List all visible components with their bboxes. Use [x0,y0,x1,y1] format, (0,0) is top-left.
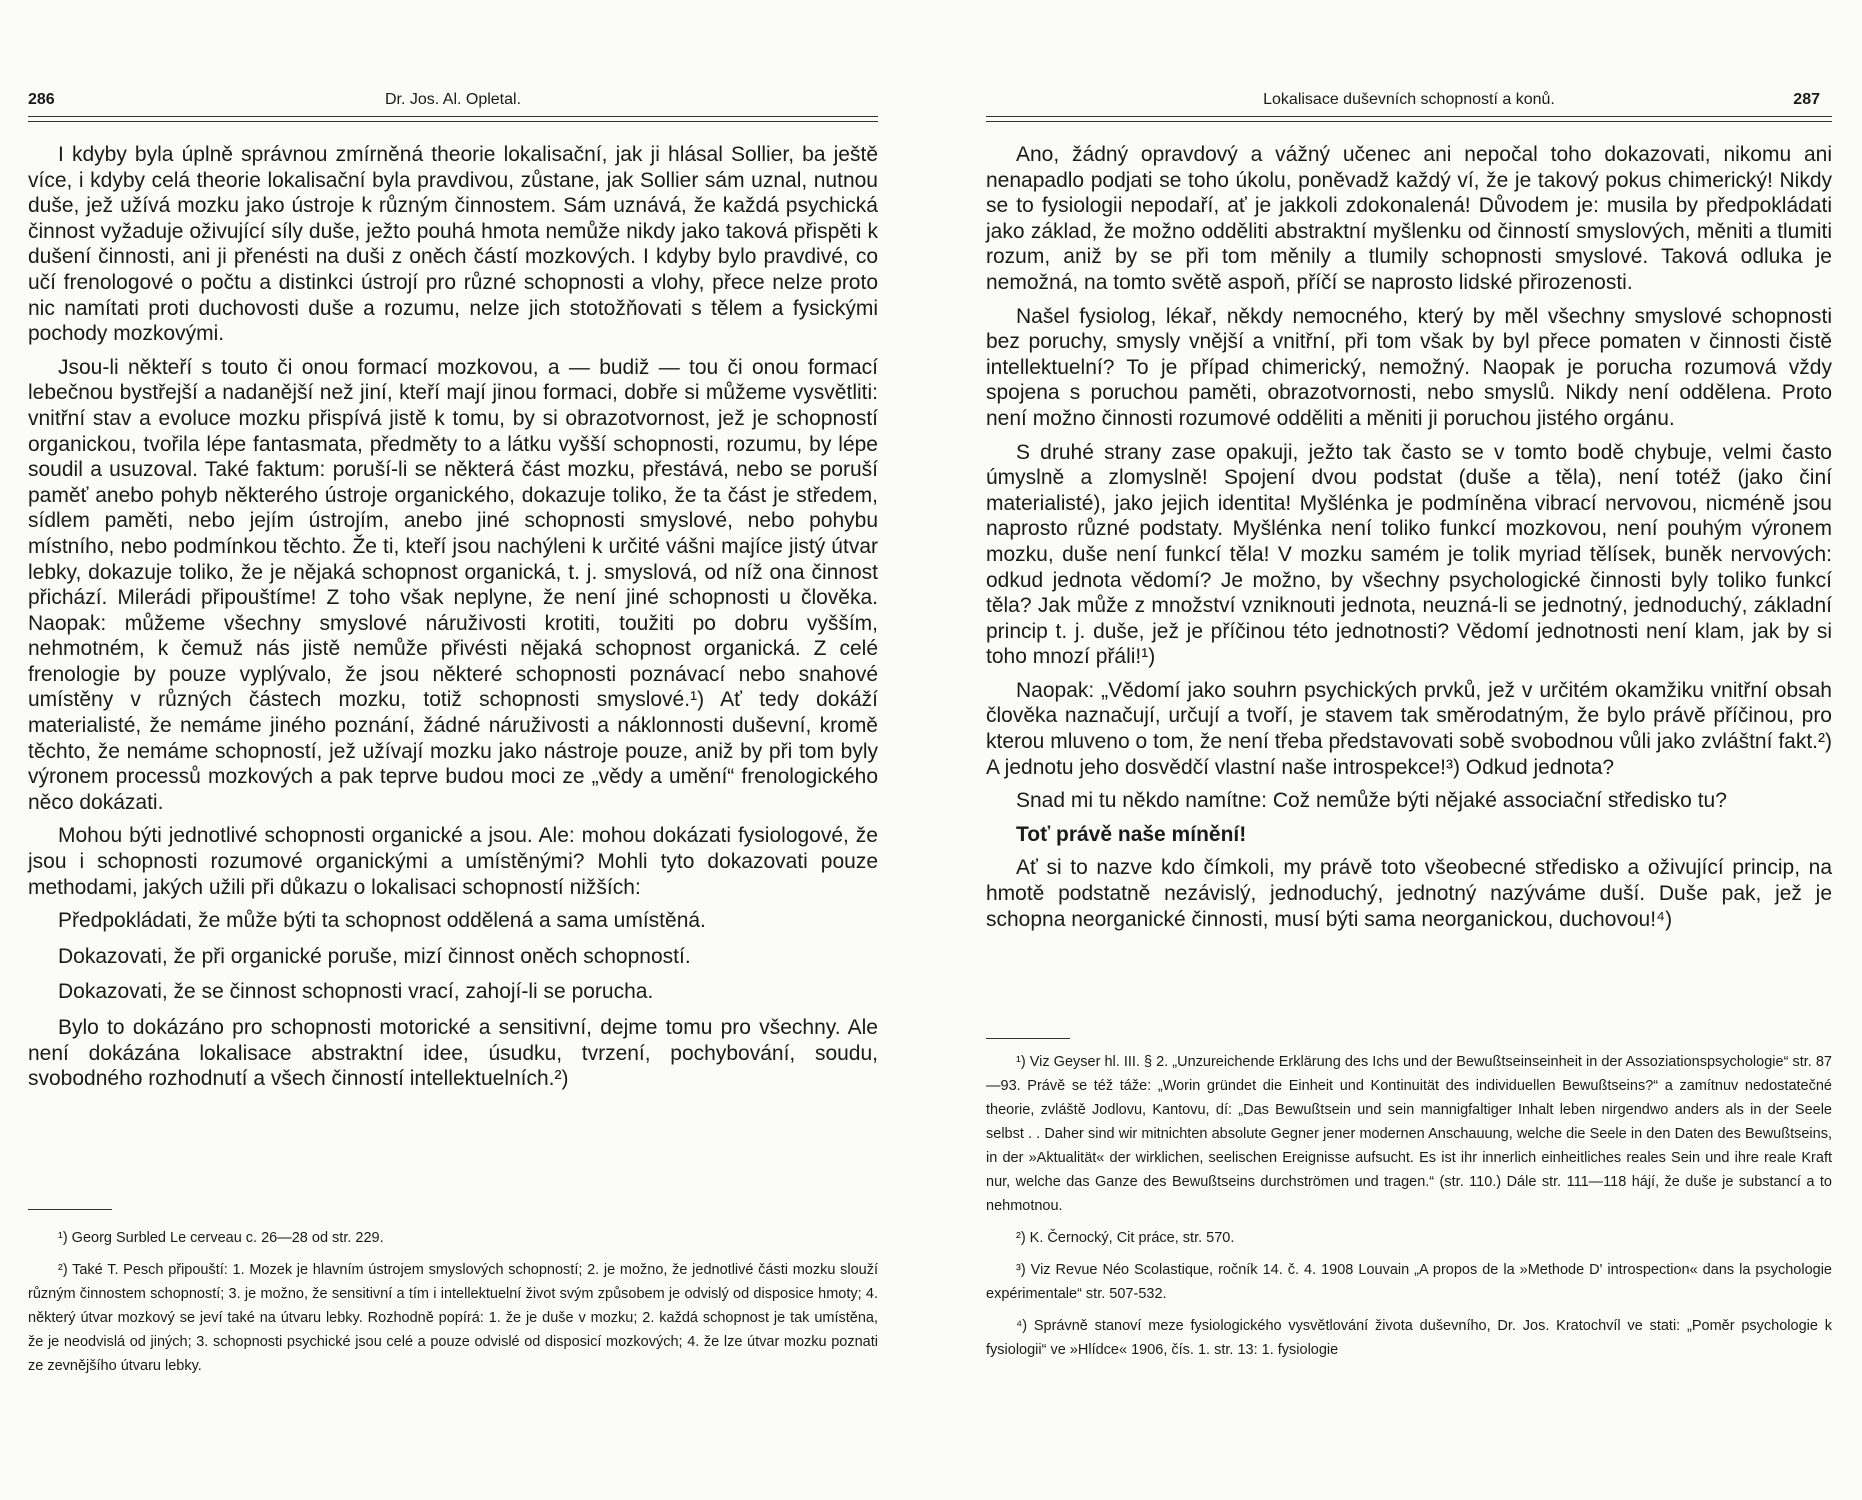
right-footnote-separator [986,1038,1070,1039]
left-running-title: Dr. Jos. Al. Opletal. [384,91,522,108]
left-body-text [28,142,878,1100]
right-paragraph-1: Ano, žádný opravdový a vážný učenec ani nepočal toho dokazovati, nikomu ani nenapadlo podjati se toho úkolu, poněvadž každý ví, že je takový pokus chimerický! Nikdy se to fysiologii nepodaří, ať je jakkoli zdokonalená! Důvodem je: musila by předpokládati jako základ, že možno odděliti abstraktní myšlenku od činností smyslových, měniti a tlumiti rozum, aniž by se při tom měnily a tlumily schopnosti smyslové. Taková odluka je nemožná, na tomto světě aspoň, příčí se naprosto lidské přirozenosti. [986,143,1832,294]
left-footnote-2: ²) Také T. Pesch připouští: 1. Mozek je hlavním ústrojem smyslových schopností; 2. je možno, že jednotlivé části mozku slouží různým činnostem schopností; 3. je možno, že sensitivní a tím i intellektuelní život svým způsobem je odvislý od disposice hmoty; 4. některý útvar mozkový se jeví také na útvaru lebky. Rozhodně popírá: 1. že je duše v mozku; 2. každá schopnost je tak umístěna, že je neodvislá od jiných; 3. schopnosti psychické jsou celé a pouze odvislé od disposicí mozkových; 4. že lze útvar mozku poznati ze zevnějšího útvaru lebky. [28,1262,878,1374]
left-running-header [28,86,878,116]
left-page [28,0,878,1500]
left-paragraph-1: I kdyby byla úplně správnou zmírněná theorie lokalisační, jak ji hlásal Sollier, ba ještě více, i kdyby celá theorie lokalisační byla pravdivou, zůstane, jak Sollier sám uznal, nutnou duše, jež užívá mozku jako ústroje k různým činnostem. Sám uznává, že každá psychická činnost vyžaduje oživující síly duše, ježto pouhá hmota nemůže nikdy jako taková přispěti k dušení činnosti, ani ji přenésti na duši z oněch částí mozkových. I kdyby bylo pravdivé, co učí frenologové o počtu a distinkci ústrojí pro různé schopnosti a vlohy, přece nelze proto nic namítati proti duchovosti duše a rozumu, nelze jich stotožňovati s tělem a fysickými pochody mozkovými. [28,143,878,346]
right-paragraph-2: Našel fysiolog, lékař, někdy nemocného, který by měl všechny smyslové schopnosti bez poruchy, smysly vnější a vnitřní, při tom však by byl přece pomaten v činnosti čistě intellektuelní? To je případ chimerický, nemožný. Naopak je porucha rozumová vždy spojena s poruchou paměti, obrazotvornosti, nebo smyslů. Nikdy není oddělena. Proto není možno činnosti rozumové odděliti a měniti ji poruchou jistého orgánu. [986,304,1832,430]
right-running-title: Lokalisace duševních schopností a konů. [1263,91,1555,108]
right-paragraph-3: S druhé strany zase opakuji, ježto tak často se v tomto bodě chybuje, velmi často úmyslně a zlomyslně! Spojení dvou podstat (duše a těla), není totéž (jako činí materialisté), jako jejich identita! Myšlénka je podmíněna vibrací nervovou, nicméně jsou naprosto různé podstaty. Myšlénka není toliko funkcí mozkovou, není pouhým výronem mozku, duše není funkcí těla! V mozku samém je tolik myriad tělísek, buněk nervových: odkud jednota vědomí? Je možno, by všechny psychologické činnosti byly toliko funkcí těla? Jak může z množství vzniknouti jednota, neuzná-li se jednotný, jednoduchý, základní princip t. j. duše, jež je příčinou této jednotnosti? Vědomí jednotnosti není klam, jak by si toho mnozí přáli!¹) [986,440,1832,669]
left-list-item-3: Dokazovati, že se činnost schopnosti vrací, zahojí-li se porucha. [58,980,654,1004]
right-page-number: 287 [1793,91,1820,108]
right-footnote-1: ¹) Viz Geyser hl. III. § 2. „Unzureichende Erklärung des Ichs und der Bewußtseinseinheit in der Assoziationspsychologie“ str. 87—93. Právě se též táže: „Worin gründet die Einheit und Kontinuität des individuellen Bewußtseins?“ a zamítnuv nedostatečné theorie, zvláště Jodlovu, Kantovu, dí: „Das Bewußtsein und sein mannigfaltiger Inhalt leben nirgendwo anders als in der Seele selbst . . Daher sind wir mitnichten absolute Gegner jener modernen Anschauung, welche die Seele in den Daten des Bewußtseins, in der »Aktualität« der wirklichen, seelischen Ereignisse aufsucht. Es ist ihr innerlich einheitliches reales Sein und ihre reale Kraft nur, welche das Ganze des Bewußtseins durchströmen und tragen.“ (str. 110.) Dále str. 111—118 hájí, že duše je substancí a to nehmotnou. [986,1054,1832,1214]
left-footnote-1: ¹) Georg Surbled Le cerveau c. 26—28 od str. 229. [58,1230,384,1246]
left-paragraph-2: Jsou-li někteří s touto či onou formací mozkovou, a — budiž — tou či onou formací lebečnou bystřejší a nadanější než jiní, kteří mají jinou formaci, dobře si můžeme vysvětliti: vnitřní stav a evoluce mozku přispívá jistě k tomu, by si obrazotvornost, jež je schopností organickou, tvořila lépe fantasmata, předměty to a látku vyšší schopnosti, rozumu, by lépe soudil a usuzoval. Také faktum: poruší-li se některá část mozku, přestává, nebo se poruší paměť anebo pohyb některého ústroje organického, dokazuje toliko, že ta část je středem, sídlem paměti, nebo jejím ústrojím, anebo jiné schopnosti smyslové, nebo pohybu místního, nebo podmínkou těchto. Že ti, kteří jsou nachýleni k určité vášni majíce jistý útvar lebky, dokazuje toliko, že je nějaká schopnost organická, t. j. smyslová, od níž ona činnost přichází. Milerádi připouštíme! Z toho však neplyne, že není jiné schopnosti u člověka. Naopak: můžeme všechny smyslové náruživosti krotiti, toužiti po dobru vyšším, nehmotném, k čemuž nás jistě nemůže přivésti nějaká schopnost organická. Z celé frenologie by pouze vyplývalo, že jsou některé schopnosti poznávací nebo snahové umístěny v různých částech mozku, totiž schopnosti smyslové.¹) Ať tedy dokáží materialisté, že nemáme jiného poznání, žádné náruživosti a náklonnosti duševní, kromě těchto, že nemáme schopností, jež užívají mozku jako nástroje pouze, aniž by při tom byly výronem processů mozkových a pak teprve budou moci ze „vědy a umění“ frenologického něco dokázati. [28,355,878,814]
right-footnote-2: ²) K. Černocký, Cit práce, str. 570. [1016,1230,1235,1246]
left-page-number: 286 [28,91,55,108]
right-paragraph-5: Snad mi tu někdo namítne: Což nemůže býti nějaké associační středisko tu? [1016,789,1727,813]
right-emphasis-line: Toť právě naše mínění! [1016,822,1247,846]
left-closing-paragraph: Bylo to dokázáno pro schopnosti motorické a sensitivní, dejme tomu pro všechny. Ale není dokázána lokalisace abstraktní idee, úsudku, tvrzení, pochybování, soudu, svobodného rozhodnutí a všech činností intellektuelních.²) [28,1016,878,1091]
left-footnote-separator [28,1209,112,1210]
left-list-item-1: Předpokládati, že může býti ta schopnost oddělená a sama umístěná. [58,909,706,933]
right-paragraph-4: Naopak: „Vědomí jako souhrn psychických prvků, jež v určitém okamžiku vnitřní obsah člověka naznačují, určují a tvoří, je stavem tak směrodatným, že bylo právě příčinou, pro kterou mluveno o tom, že není třeba představovati sobě svobodnou vůli jako zvláštní fakt.²) A jednotu jeho dosvědčí vlastní naše introspekce!³) Odkud jednota? [986,678,1832,779]
right-footnote-3: ³) Viz Revue Néo Scolastique, ročník 14. č. 4. 1908 Louvain „A propos de la »Methode D' introspection« dans la psychologie expérimentale“ str. 507-532. [986,1262,1832,1302]
left-footnotes [28,1226,878,1386]
right-body-text [986,142,1832,940]
right-footnote-4: ⁴) Správně stanoví meze fysiologického vysvětlování života duševního, Dr. Jos. Kratochvíl ve stati: „Poměr psychologie k fysiologii“ ve »Hlídce« 1906, čís. 1. str. 13: 1. fysiologie [986,1318,1832,1358]
left-header-rule [28,116,878,122]
right-header-rule [986,116,1832,122]
right-running-header [986,86,1832,116]
right-page [986,0,1832,1500]
right-footnotes [986,1050,1832,1370]
left-list-item-2: Dokazovati, že při organické poruše, mizí činnost oněch schopností. [58,944,691,968]
left-paragraph-3: Mohou býti jednotlivé schopnosti organické a jsou. Ale: mohou dokázati fysiologové, že jsou i schopnosti rozumové organickými a umístěnými? Mohli tyto dokazovati pouze methodami, jakých užili při důkazu o lokalisaci schopností nižších: [28,824,878,899]
right-closing-paragraph: Ať si to nazve kdo čímkoli, my právě toto všeobecné středisko a oživující princip, na hmotě podstatně nezávislý, jednoduchý, jednotný nazýváme duší. Duše pak, jež je schopna neorganické činnosti, musí býti sama neorganickou, duchovou!⁴) [986,856,1832,931]
